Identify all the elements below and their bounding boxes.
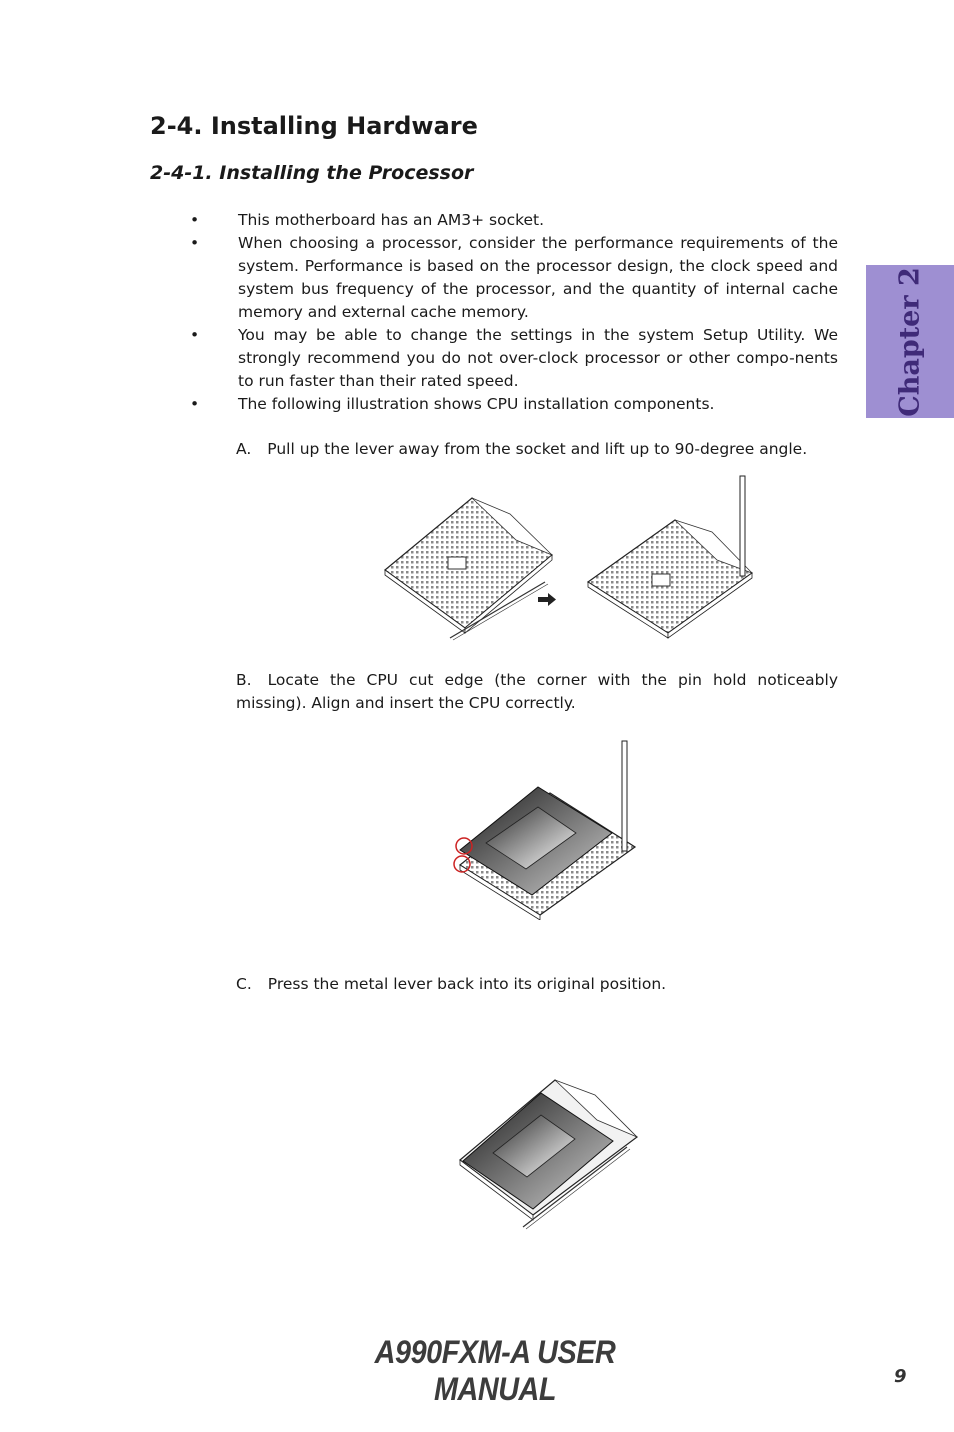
step-c: C. Press the metal lever back into its original position.	[236, 975, 667, 993]
right-arrow-icon	[538, 593, 556, 606]
section-heading: 2-4. Installing Hardware	[150, 112, 478, 140]
chapter-tab: Chapter 2	[866, 265, 954, 418]
bullet-icon: •	[190, 234, 200, 252]
bullet-icon: •	[190, 395, 200, 413]
figure-socket-lever-up	[380, 470, 760, 645]
socket-closed-illustration	[385, 498, 552, 640]
subsection-heading: 2-4-1. Installing the Processor	[150, 162, 474, 184]
list-item: • The following illustration shows CPU installation components.	[190, 393, 838, 416]
figure-cpu-installed	[455, 1075, 645, 1235]
list-item: • When choosing a processor, consider the performance requirements of the system. Performance is based on the processor design, the clock speed and system bus frequency of the processor, and the quantity of internal cache memory and external cache memory.	[190, 234, 838, 321]
figure-cpu-insert	[440, 735, 650, 920]
requirements-list	[190, 209, 838, 416]
list-item: • You may be able to change the settings in the system Setup Utility. We strongly recommend you do not over-clock processor or other compo-nents to run faster than their rated speed.	[190, 326, 838, 390]
page-number: 9	[894, 1366, 907, 1387]
step-b: B. Locate the CPU cut edge (the corner with the pin hold noticeably missing). Align and insert the CPU correctly.	[236, 671, 838, 712]
bullet-icon: •	[190, 211, 200, 229]
socket-open-illustration	[588, 476, 752, 638]
list-item: • This motherboard has an AM3+ socket.	[190, 209, 838, 232]
bullet-icon: •	[190, 326, 200, 344]
step-a: A. Pull up the lever away from the socket and lift up to 90-degree angle.	[236, 440, 808, 458]
manual-title: A990FXM-A USER MANUAL	[374, 1334, 616, 1407]
